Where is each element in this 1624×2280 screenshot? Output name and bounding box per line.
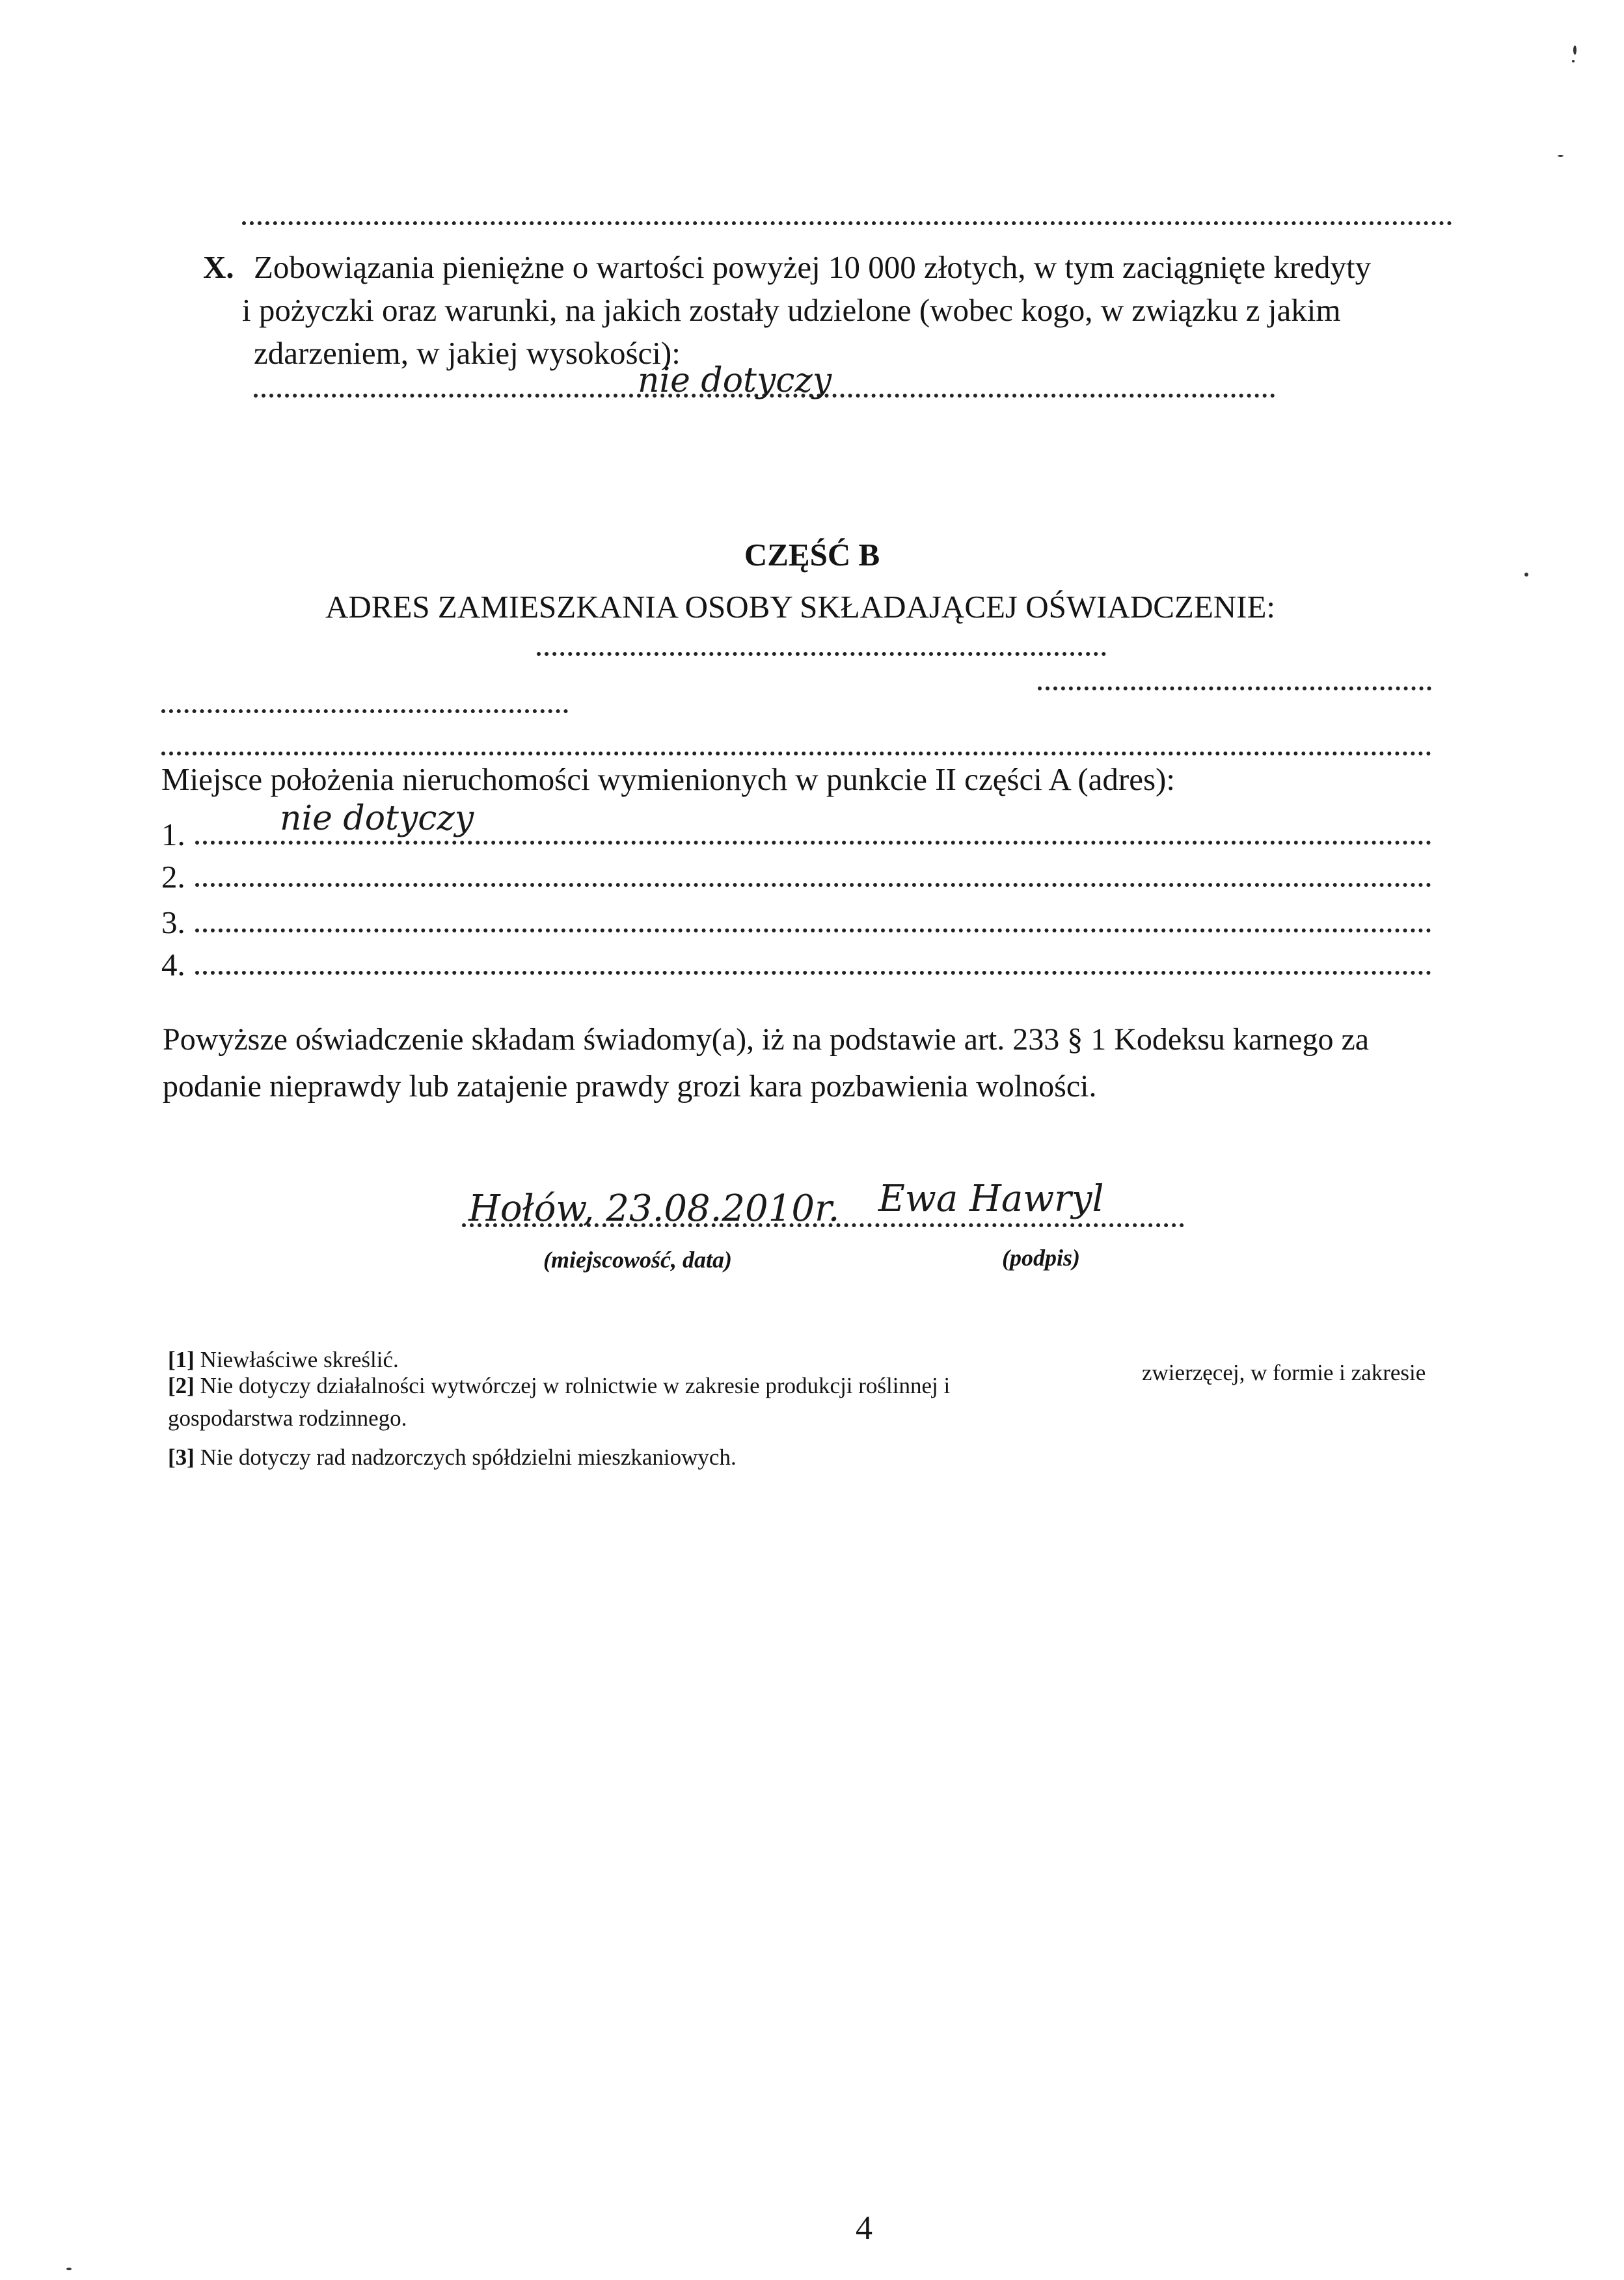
property-item-handwritten: nie dotyczy: [280, 799, 474, 838]
property-item-number: 3.: [161, 904, 185, 940]
footnote-marker: [1]: [168, 1347, 195, 1372]
property-item-line: [195, 883, 1431, 887]
property-item-number: 1.: [161, 817, 185, 852]
signature-label: (podpis): [1002, 1245, 1080, 1271]
place-date-label: (miejscowość, data): [543, 1247, 732, 1273]
address-line-2b: [1038, 686, 1431, 690]
footnote-text: Niewłaściwe skreślić.: [200, 1347, 399, 1372]
scan-speck: [66, 2268, 72, 2270]
part-b-subtitle: ADRES ZAMIESZKANIA OSOBY SKŁADAJĄCEJ OŚWIADCZENIE:: [325, 589, 1276, 625]
footnote-text-continuation: gospodarstwa rodzinnego.: [168, 1405, 407, 1431]
section-x-marker: X.: [203, 249, 234, 285]
property-item-line: [195, 971, 1431, 975]
declaration-line-2: podanie nieprawdy lub zatajenie prawdy grozi kara pozbawienia wolności.: [163, 1069, 1097, 1104]
part-b-title: CZĘŚĆ B: [744, 537, 880, 573]
section-x-line-2: i pożyczki oraz warunki, na jakich zostały udzielone (wobec kogo, w związku z jakim: [242, 292, 1341, 328]
scan-speck: [1573, 46, 1577, 55]
handwritten-place-date: Hołów, 23.08.2010r.: [468, 1188, 840, 1230]
footnote: [168, 1445, 737, 1471]
footnote-marker: [3]: [168, 1445, 195, 1470]
footnote-text: Nie dotyczy działalności wytwórczej w rolnictwie w zakresie produkcji roślinnej i: [200, 1373, 951, 1398]
footnote: [168, 1373, 950, 1399]
property-item-line: [195, 841, 1431, 845]
footnote-marker: [2]: [168, 1373, 195, 1398]
section-x-line-3: zdarzeniem, w jakiej wysokości):: [254, 335, 681, 371]
property-location-label: Miejsce położenia nieruchomości wymienionych w punkcie II części A (adres):: [161, 761, 1175, 797]
section-x-handwritten-answer: nie dotyczy: [638, 361, 832, 400]
section-x-line-1: Zobowiązania pieniężne o wartości powyżej 10 000 złotych, w tym zaciągnięte kredyty: [254, 249, 1372, 285]
address-line-3: [161, 752, 1431, 755]
handwritten-signature: Ewa Hawryl: [878, 1178, 1104, 1220]
scan-speck: [1524, 573, 1528, 577]
top-dotted-line: [242, 221, 1452, 225]
property-item-line: [195, 929, 1431, 932]
footnote-text: Nie dotyczy rad nadzorczych spółdzielni mieszkaniowych.: [200, 1445, 737, 1470]
footnote: [168, 1347, 399, 1373]
scan-speck: [1572, 60, 1575, 62]
property-item-number: 2.: [161, 859, 185, 895]
footnote-text-right: zwierzęcej, w formie i zakresie: [1142, 1360, 1426, 1385]
page-number: 4: [856, 2210, 873, 2247]
property-item-number: 4.: [161, 947, 185, 983]
scan-speck: [1558, 155, 1563, 157]
declaration-line-1: Powyższe oświadczenie składam świadomy(a), iż na podstawie art. 233 § 1 Kodeksu karnego za: [163, 1022, 1370, 1057]
address-line-2a: [161, 709, 568, 713]
address-line-1: [537, 652, 1106, 656]
